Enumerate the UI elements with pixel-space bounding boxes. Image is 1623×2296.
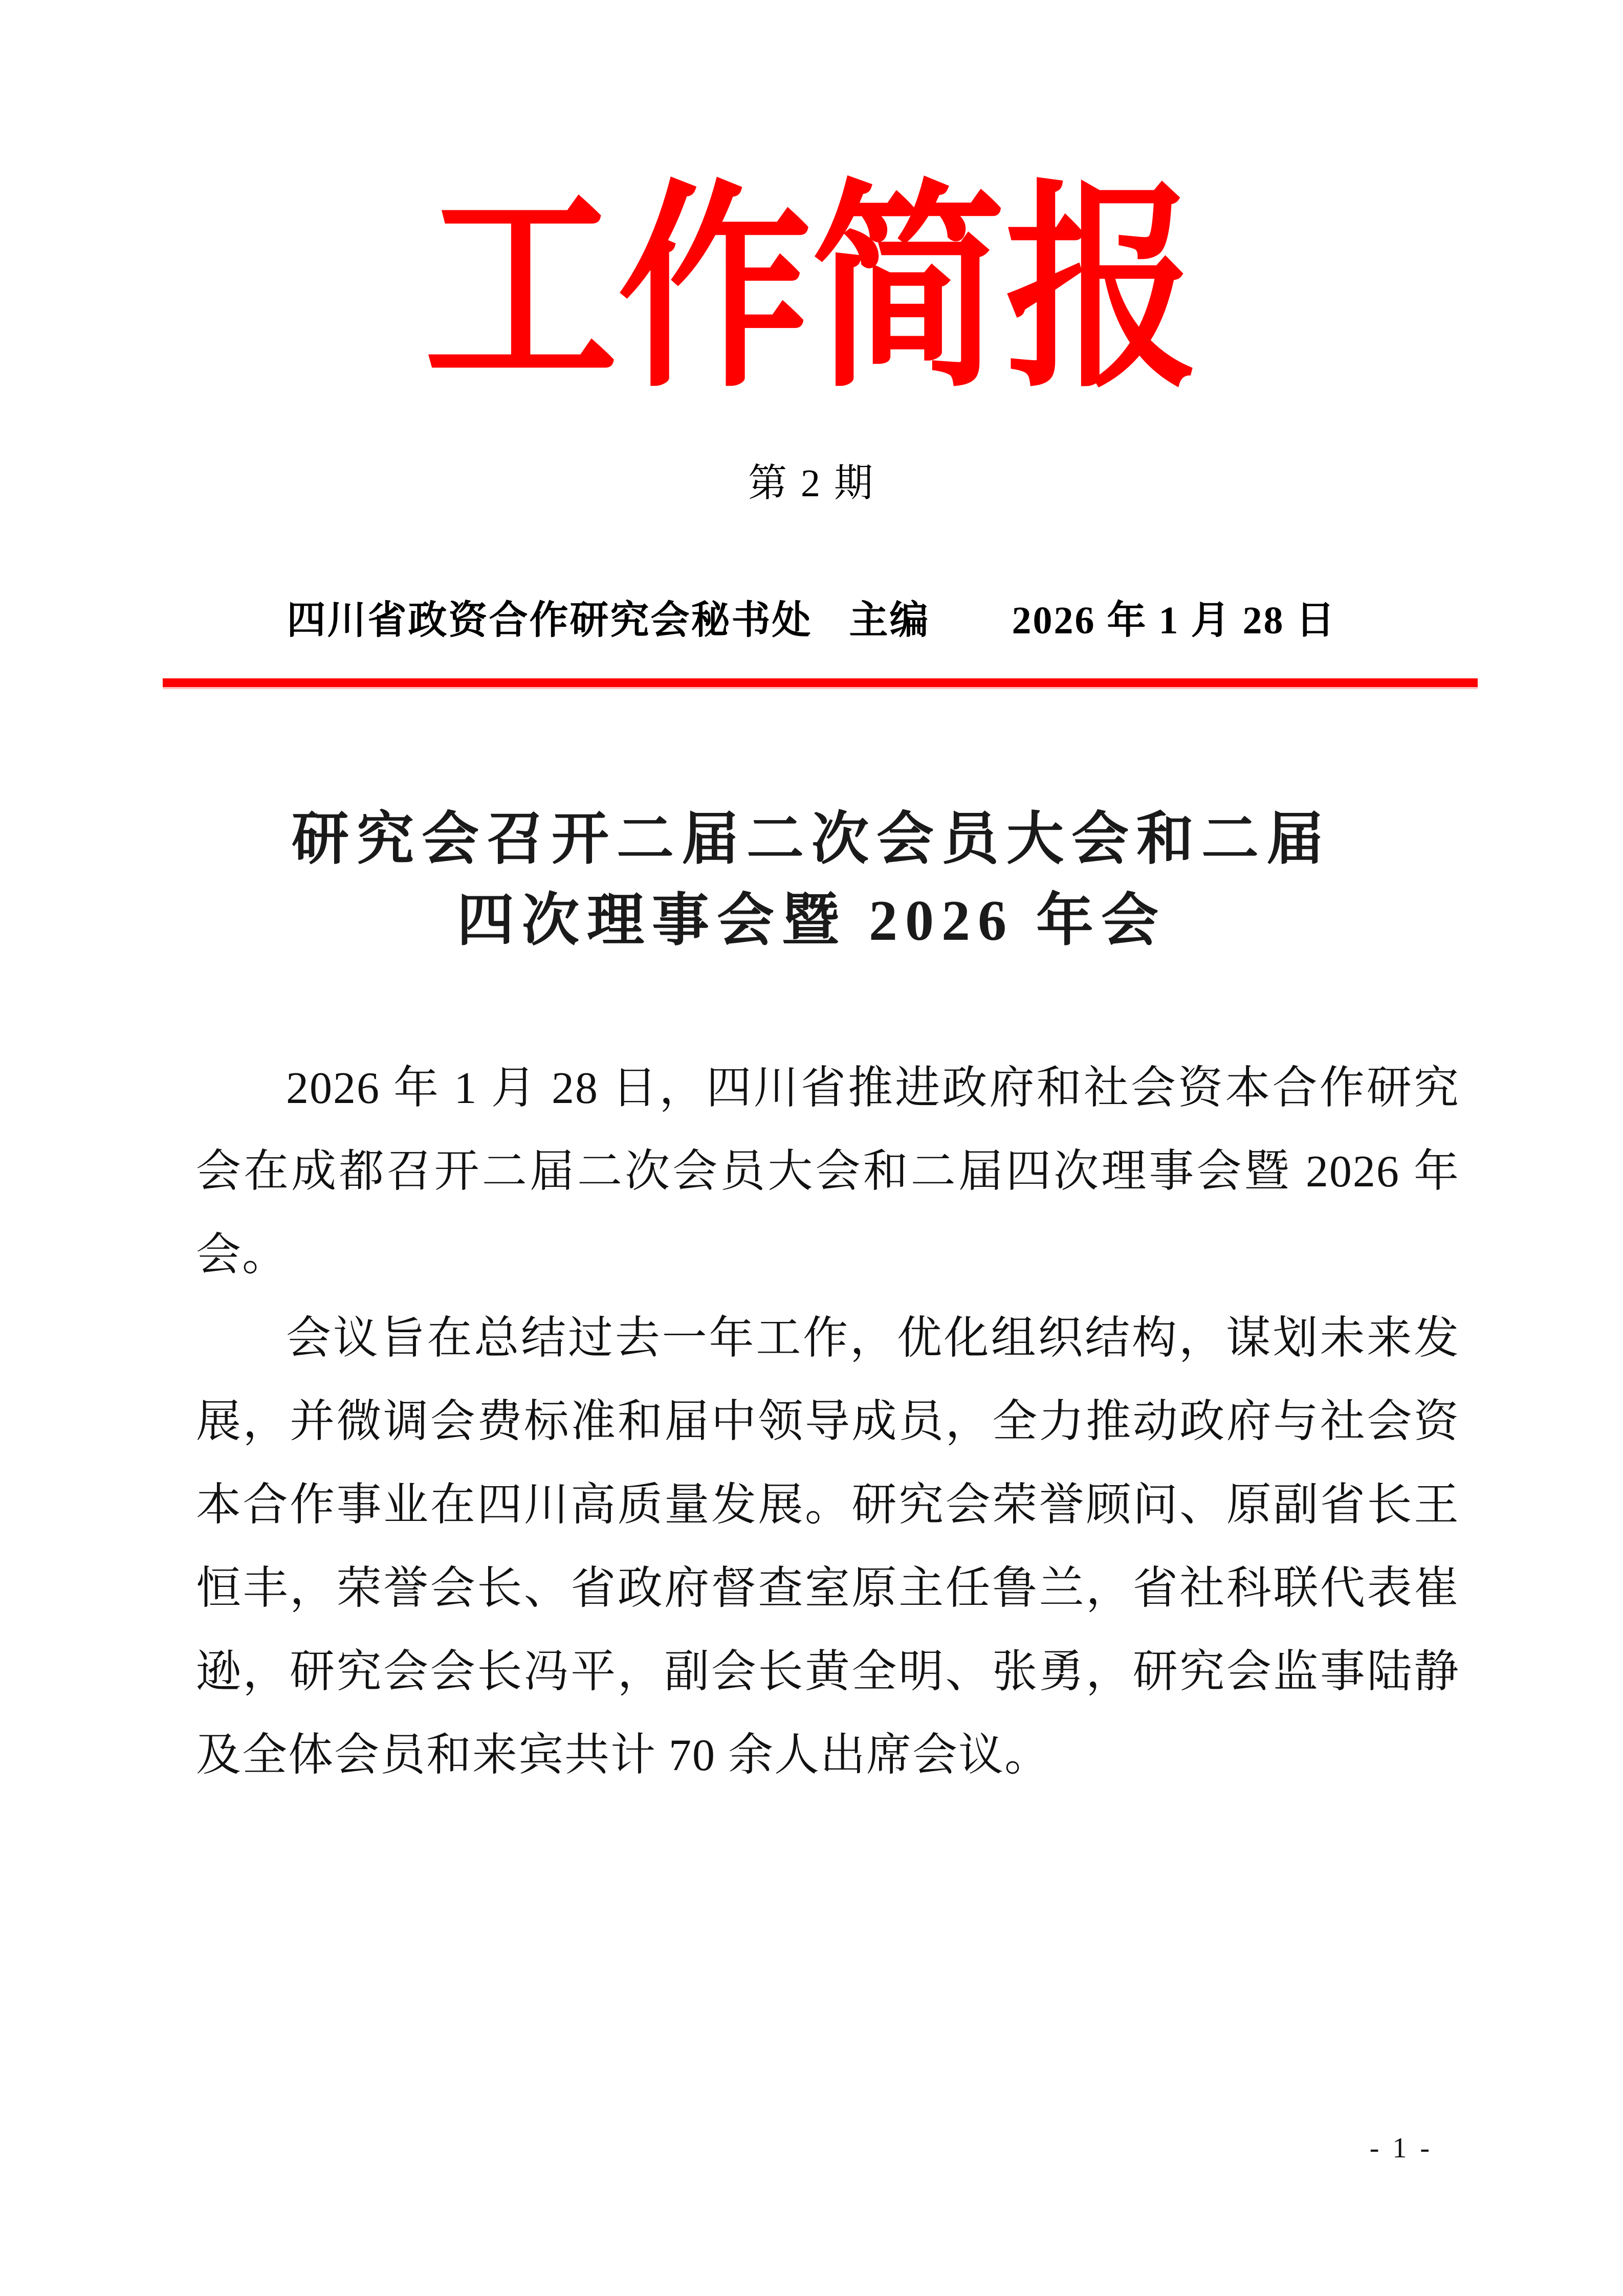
- issuer-name: 四川省政资合作研究会秘书处: [287, 599, 813, 642]
- issuer-row: [0, 598, 1623, 644]
- paragraph-2: 会议旨在总结过去一年工作，优化组织结构，谋划未来发展，并微调会费标准和届中领导成员，全力推动政府与社会资本合作事业在四川高质量发展。研究会荣誉顾问、原副省长王恒丰，荣誉会长、省政府督查室原主任鲁兰，省社科联代表崔逊，研究会会长冯平，副会长黄全明、张勇，研究会监事陆静及全体会员和来宾共计 70 余人出席会议。: [196, 1314, 1460, 1780]
- article-title: [0, 799, 1623, 962]
- red-divider-rule: [163, 678, 1478, 687]
- editor-label: 主编: [849, 599, 930, 642]
- publish-date: 2026 年 1 月 28 日: [1012, 599, 1336, 642]
- article-body: [196, 1047, 1460, 1797]
- issue-number: 第 2 期: [748, 462, 875, 505]
- article-title-line1: 研究会召开二届二次会员大会和二届: [292, 808, 1331, 871]
- masthead-title: 工作简报: [424, 170, 1199, 413]
- article-title-line2: 四次理事会暨 2026 年会: [457, 889, 1166, 953]
- paragraph-1: 2026 年 1 月 28 日，四川省推进政府和社会资本合作研究会在成都召开二届二次会员大会和二届四次理事会暨 2026 年会。: [196, 1064, 1460, 1280]
- page-number: - 1 -: [1369, 2132, 1433, 2164]
